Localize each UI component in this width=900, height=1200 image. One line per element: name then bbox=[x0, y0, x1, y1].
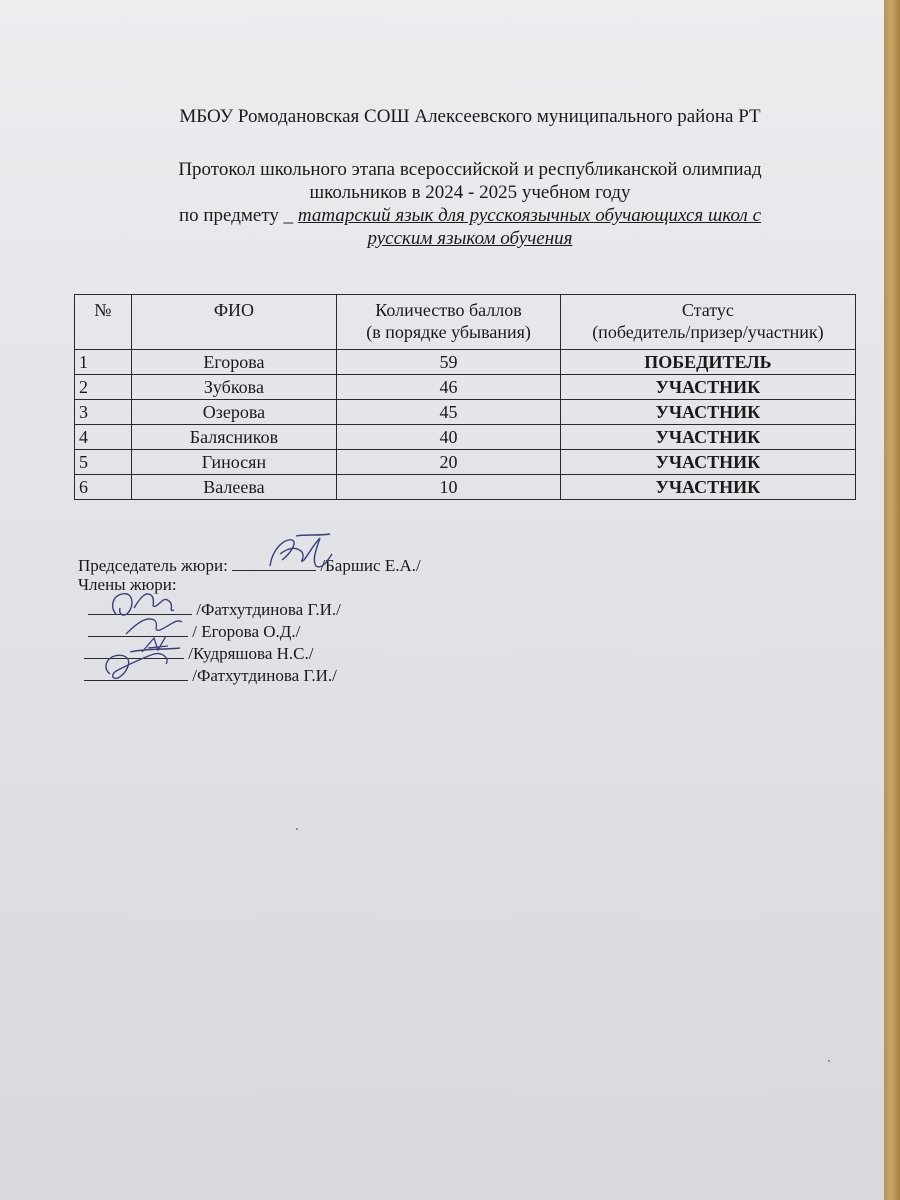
column-header-status-line2: (победитель/призер/участник) bbox=[592, 322, 824, 342]
cell-num: 1 bbox=[75, 350, 132, 375]
subject-line-2 bbox=[110, 227, 830, 250]
cell-num: 6 bbox=[75, 475, 132, 500]
protocol-line-2: школьников в 2024 - 2025 учебном году bbox=[309, 182, 631, 203]
column-header-num: № bbox=[75, 295, 132, 350]
cell-status: ПОБЕДИТЕЛЬ bbox=[560, 350, 855, 375]
cell-score: 40 bbox=[337, 425, 561, 450]
subject-value-2: русским языком обучения bbox=[367, 228, 573, 249]
column-header-fio: ФИО bbox=[131, 295, 337, 350]
cell-num: 3 bbox=[75, 400, 132, 425]
cell-num: 4 bbox=[75, 425, 132, 450]
cell-num: 5 bbox=[75, 450, 132, 475]
background-surface bbox=[884, 0, 900, 1200]
column-header-score-line1: Количество баллов bbox=[375, 300, 522, 320]
jury-chair-name: /Баршис Е.А./ bbox=[320, 556, 421, 575]
cell-score: 46 bbox=[337, 375, 561, 400]
table-row bbox=[75, 425, 856, 450]
cell-fio: Егорова bbox=[131, 350, 337, 375]
jury-member-name: /Фатхутдинова Г.И./ bbox=[196, 600, 341, 619]
jury-members-label: Члены жюри: bbox=[78, 575, 177, 594]
cell-status: УЧАСТНИК bbox=[560, 400, 855, 425]
cell-fio: Валеева bbox=[131, 475, 337, 500]
cell-fio: Балясников bbox=[131, 425, 337, 450]
cell-status: УЧАСТНИК bbox=[560, 475, 855, 500]
protocol-title bbox=[110, 158, 830, 250]
table-row bbox=[75, 375, 856, 400]
jury-member-name: /Кудряшова Н.С./ bbox=[188, 644, 314, 663]
paper-speck bbox=[296, 828, 298, 830]
jury-chair-line bbox=[78, 554, 421, 576]
chair-signature-image bbox=[262, 530, 342, 580]
cell-num: 2 bbox=[75, 375, 132, 400]
organization-title: МБОУ Ромодановская СОШ Алексеевского муниципального района РТ bbox=[179, 106, 761, 127]
cell-status: УЧАСТНИК bbox=[560, 375, 855, 400]
cell-score: 10 bbox=[337, 475, 561, 500]
cell-score: 20 bbox=[337, 450, 561, 475]
subject-line bbox=[110, 204, 830, 227]
cell-fio: Зубкова bbox=[131, 375, 337, 400]
jury-member-name: /Фатхутдинова Г.И./ bbox=[192, 666, 337, 685]
column-header-score-line2: (в порядке убывания) bbox=[366, 322, 531, 342]
table-row bbox=[75, 475, 856, 500]
cell-score: 59 bbox=[337, 350, 561, 375]
column-header-status-line1: Статус bbox=[681, 300, 734, 320]
jury-member-name: / Егорова О.Д./ bbox=[192, 622, 301, 641]
member-signature-image bbox=[96, 644, 186, 686]
results-table bbox=[74, 294, 856, 500]
column-header-score bbox=[337, 295, 561, 350]
table-row bbox=[75, 350, 856, 375]
table-row bbox=[75, 400, 856, 425]
jury-chair-label: Председатель жюри: bbox=[78, 556, 228, 575]
cell-fio: Озерова bbox=[131, 400, 337, 425]
cell-fio: Гиносян bbox=[131, 450, 337, 475]
table-header-row bbox=[75, 295, 856, 350]
cell-score: 45 bbox=[337, 400, 561, 425]
cell-status: УЧАСТНИК bbox=[560, 450, 855, 475]
cell-status: УЧАСТНИК bbox=[560, 425, 855, 450]
protocol-line-1: Протокол школьного этапа всероссийской и республиканской олимпиад bbox=[178, 159, 762, 180]
subject-value-1: татарский язык для русскоязычных обучающихся школ с bbox=[297, 205, 762, 226]
subject-prefix: по предмету _ bbox=[178, 205, 298, 226]
column-header-status bbox=[560, 295, 855, 350]
table-row bbox=[75, 450, 856, 475]
paper-speck bbox=[828, 1060, 830, 1062]
